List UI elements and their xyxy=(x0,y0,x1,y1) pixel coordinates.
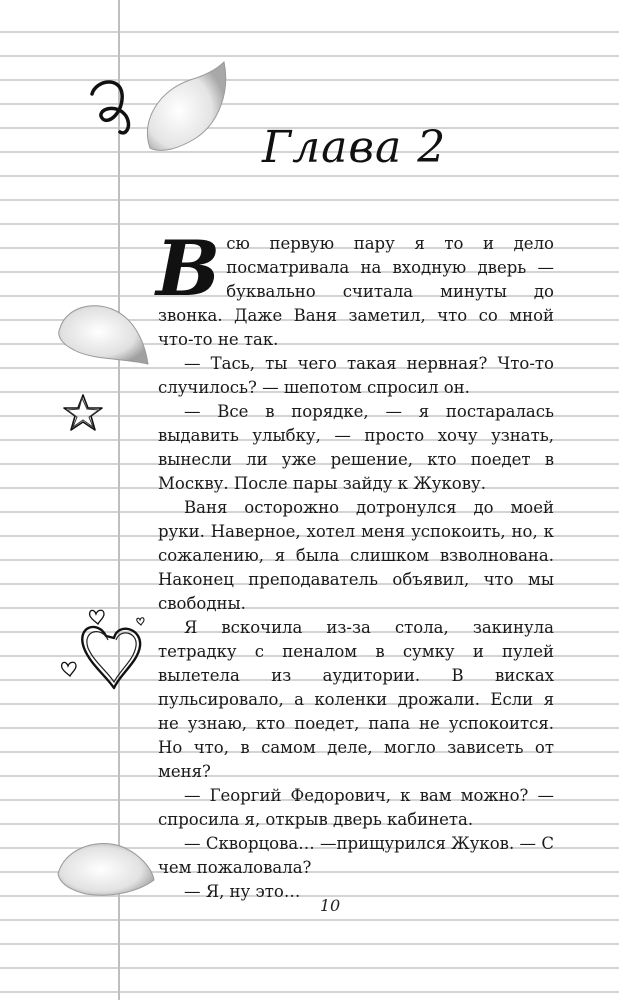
page-number: 10 xyxy=(319,896,341,915)
paragraph: — Все в порядке, — я постаралась выдавить улыбку, — просто хочу узнать, вынесли ли уже решение, кто поедет в Москву. После пары зайду к Жукову. xyxy=(158,402,554,493)
paragraph: — Тась, ты чего такая нервная? Что-то случилось? — шепотом спросил он. xyxy=(158,354,554,397)
paragraph-text: сю первую пару я то и дело посматривала на входную дверь — буквально считала минуты до звонка. Даже Ваня заметил, что со мной что-то не так. xyxy=(158,234,554,349)
petal-icon xyxy=(140,60,235,160)
paragraph: Ваня осторожно дотронулся до моей руки. Наверное, хотел меня успокоить, но, к сожалению, я была слишком взволнована. Наконец преподаватель объявил, что мы свободны. xyxy=(158,498,554,613)
chapter-title: Глава 2 xyxy=(262,122,447,173)
paragraph: — Скворцова… —прищурился Жуков. — С чем пожаловала? xyxy=(158,834,554,877)
petal-icon xyxy=(52,298,152,370)
hearts-doodle-icon xyxy=(58,606,153,696)
chapter-body xyxy=(156,224,554,904)
paragraph xyxy=(156,224,554,352)
paragraph: — Георгий Федорович, к вам можно? — спросила я, открыв дверь кабинета. xyxy=(158,786,554,829)
petal-icon xyxy=(54,832,158,902)
flourish-icon xyxy=(86,72,146,142)
star-doodle-icon xyxy=(62,392,104,432)
paragraph: Я вскочила из-за стола, закинула тетрадку с пеналом в сумку и пулей вылетела из аудитории. В висках пульсировало, а коленки дрожали. Если я не узнаю, кто поедет, папа не успокоится. Но что, в самом деле, могло зависеть от меня? xyxy=(158,618,554,781)
drop-cap: В xyxy=(156,224,221,313)
paragraph: — Я, ну это… xyxy=(184,882,301,901)
